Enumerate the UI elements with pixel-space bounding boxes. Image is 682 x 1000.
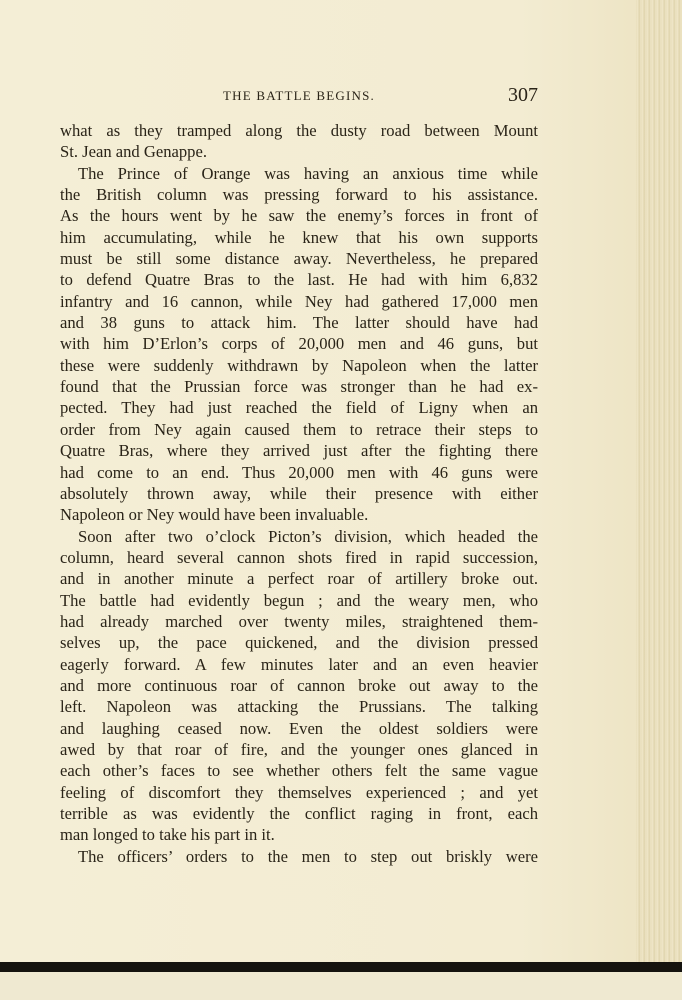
text-line: and in another minute a perfect roar of artillery broke out. [60, 569, 538, 589]
scan-bottom-margin [0, 972, 682, 1000]
text-line: The officers’ orders to the men to step out briskly were [78, 846, 538, 866]
text-line: The battle had evidently begun ; and the weary men, who [60, 590, 538, 610]
text-line: found that the Prussian force was stronger than he had ex- [60, 377, 538, 397]
text-line: The Prince of Orange was having an anxious time while [78, 163, 538, 183]
page-number: 307 [508, 84, 538, 106]
text-line: Napoleon or Ney would have been invaluable. [60, 505, 369, 525]
text-line: left. Napoleon was attacking the Prussians. The talking [60, 697, 538, 717]
text-line: man longed to take his part in it. [60, 825, 275, 845]
scan-bottom-bar [0, 962, 682, 972]
text-line: the British column was pressing forward to his assistance. [60, 185, 538, 205]
text-line: column, heard several cannon shots fired in rapid succession, [60, 547, 538, 567]
text-line: with him D’Erlon’s corps of 20,000 men and 46 guns, but [60, 334, 538, 354]
text-line: what as they tramped along the dusty road between Mount [60, 121, 538, 140]
text-line: must be still some distance away. Nevertheless, he prepared [60, 249, 538, 269]
text-line: had come to an end. Thus 20,000 men with 46 guns were [60, 462, 538, 482]
body-text [60, 120, 538, 867]
text-line: and more continuous roar of cannon broke out away to the [60, 675, 538, 695]
text-line: to defend Quatre Bras to the last. He had with him 6,832 [60, 270, 538, 290]
text-line: As the hours went by he saw the enemy’s forces in front of [60, 206, 538, 226]
text-line: Soon after two o’clock Picton’s division, which headed the [78, 526, 538, 546]
text-line: each other’s faces to see whether others felt the same vague [60, 761, 538, 781]
text-line: order from Ney again caused them to retrace their steps to [60, 419, 538, 439]
text-line: awed by that roar of fire, and the younger ones glanced in [60, 739, 538, 759]
text-line: Quatre Bras, where they arrived just after the fighting there [60, 441, 538, 461]
chapter-title: THE BATTLE BEGINS. [223, 88, 375, 103]
text-line: feeling of discomfort they themselves experienced ; and yet [60, 782, 538, 802]
text-line: eagerly forward. A few minutes later and an even heavier [60, 654, 538, 674]
text-line: infantry and 16 cannon, while Ney had gathered 17,000 men [60, 291, 538, 311]
text-line: had already marched over twenty miles, straightened them- [60, 611, 538, 631]
text-line: terrible as was evidently the conflict raging in front, each [60, 804, 538, 823]
text-line: him accumulating, while he knew that his own supports [60, 227, 538, 247]
text-line: selves up, the pace quickened, and the division pressed [60, 633, 538, 653]
text-line: St. Jean and Genappe. [60, 142, 207, 162]
page-edge [636, 0, 682, 968]
text-line: pected. They had just reached the field of Ligny when an [60, 398, 538, 418]
text-line: and laughing ceased now. Even the oldest soldiers were [60, 718, 538, 738]
text-line: and 38 guns to attack him. The latter should have had [60, 313, 538, 333]
running-head [60, 86, 538, 110]
text-line: these were suddenly withdrawn by Napoleon when the latter [60, 355, 538, 375]
text-line: absolutely thrown away, while their presence with either [60, 483, 538, 503]
